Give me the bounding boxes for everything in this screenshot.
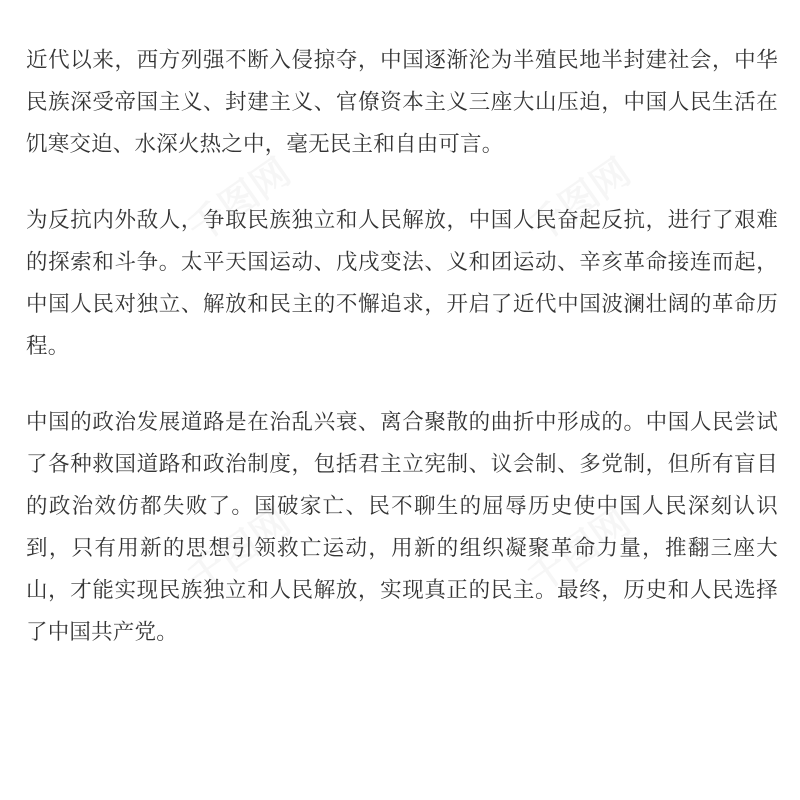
article-body xyxy=(26,40,778,654)
article-paragraph-1: 近代以来，西方列强不断入侵掠夺，中国逐渐沦为半殖民地半封建社会，中华民族深受帝国主义、封建主义、官僚资本主义三座大山压迫，中国人民生活在饥寒交迫、水深火热之中，毫无民主和自由可言。 xyxy=(26,48,778,157)
article-paragraph-2: 为反抗内外敌人，争取民族独立和人民解放，中国人民奋起反抗，进行了艰难的探索和斗争。太平天国运动、戊戌变法、义和团运动、辛亥革命接连而起，中国人民对独立、解放和民主的不懈追求，开启了近代中国波澜壮阔的革命历程。 xyxy=(26,208,778,359)
article-paragraph-3: 中国的政治发展道路是在治乱兴衰、离合聚散的曲折中形成的。中国人民尝试了各种救国道路和政治制度，包括君主立宪制、议会制、多党制，但所有盲目的政治效仿都失败了。国破家亡、民不聊生的屈辱历史使中国人民深刻认识到，只有用新的思想引领救亡运动，用新的组织凝聚革命力量，推翻三座大山，才能实现民族独立和人民解放，实现真正的民主。最终，历史和人民选择了中国共产党。 xyxy=(26,410,778,645)
